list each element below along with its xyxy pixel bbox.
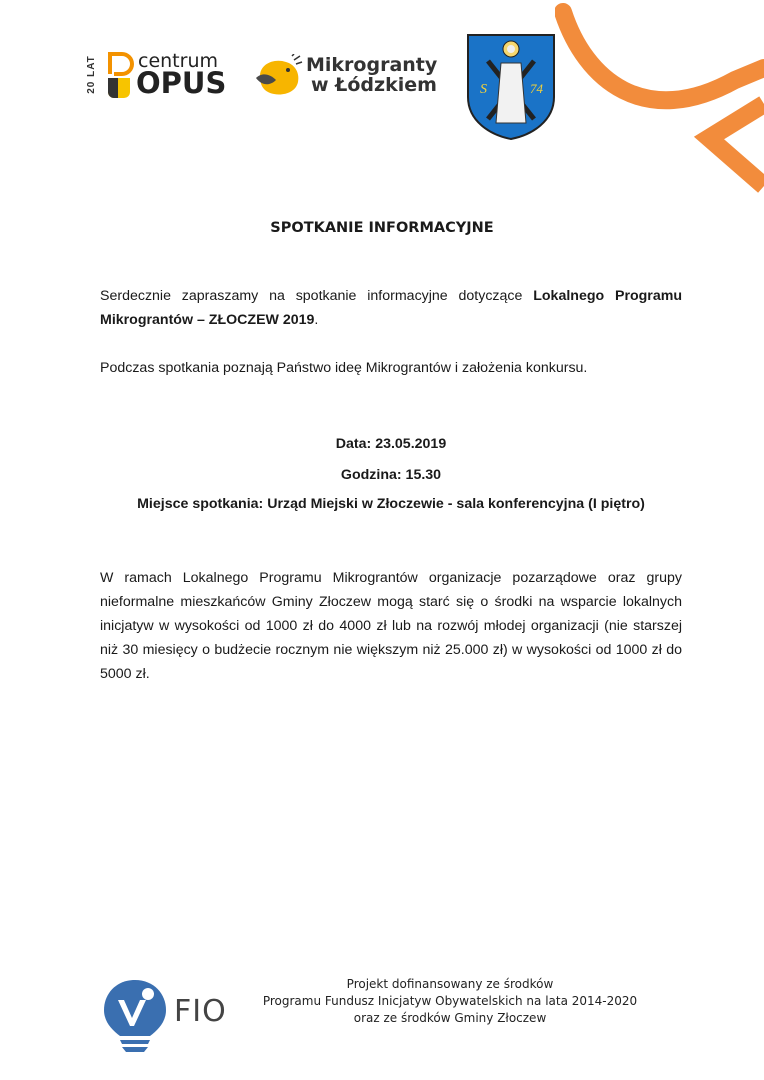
- funding-note-line3: oraz ze środków Gminy Złoczew: [353, 1011, 547, 1025]
- zloczew-crest-icon: [466, 33, 556, 141]
- page-title: SPOTKANIE INFORMACYJNE: [270, 220, 494, 236]
- fio-text: FIO: [174, 994, 227, 1029]
- crest-letter-left: S: [480, 82, 487, 97]
- opus-mark-icon: [104, 48, 134, 100]
- fio-bulb-icon: [100, 976, 170, 1056]
- mikrogranty-logo: [254, 50, 444, 100]
- opus-line2: OPUS: [136, 66, 227, 100]
- funding-note-line1: Projekt dofinansowany ze środków: [346, 977, 554, 991]
- opus-logo: [85, 46, 228, 102]
- orange-chevron-decoration: [555, 0, 764, 200]
- mikrogranty-line2: w Łódzkiem: [311, 74, 437, 96]
- mikrogranty-line1: Mikrogranty: [306, 54, 438, 76]
- funding-note-line2: Programu Fundusz Inicjatyw Obywatelskich na lata 2014-2020: [262, 994, 638, 1008]
- meeting-time: Godzina: 15.30: [340, 467, 442, 483]
- intro-paragraph: [100, 284, 682, 332]
- funding-note: [250, 976, 650, 1027]
- program-name: Lokalnego Programu Mikrograntów – ZŁOCZEW 2019: [100, 288, 682, 328]
- meeting-date: Data: 23.05.2019: [335, 436, 447, 452]
- intro-text: Serdecznie zapraszamy na spotkanie informacyjne dotyczące: [100, 288, 534, 304]
- fio-logo: [100, 976, 227, 1061]
- opus-years-label: 20 LAT: [85, 55, 97, 94]
- description-paragraph: W ramach Lokalnego Programu Mikrograntów organizacje pozarządowe oraz grupy nieformalne mieszkańców Gminy Złoczew mogą starć się o środki na wsparcie lokalnych inicjatyw w wysokości od 1000 zł do 4000 zł lub na rozwój młodej organizacji (nie starszej niż 30 miesięcy o budżecie rocznym nie większym niż 25.000 zł) w wysokości od 1000 zł do 5000 zł.: [100, 570, 682, 682]
- meeting-place: Miejsce spotkania: Urząd Miejski w Złoczewie - sala konferencyjna (I piętro): [137, 496, 645, 512]
- bird-icon: [254, 54, 304, 98]
- intro2-paragraph: Podczas spotkania poznają Państwo ideę Mikrograntów i założenia konkursu.: [100, 360, 588, 376]
- intro-end: .: [314, 312, 319, 328]
- opus-line1: centrum: [138, 50, 218, 72]
- crest-letter-right: 74: [530, 81, 543, 96]
